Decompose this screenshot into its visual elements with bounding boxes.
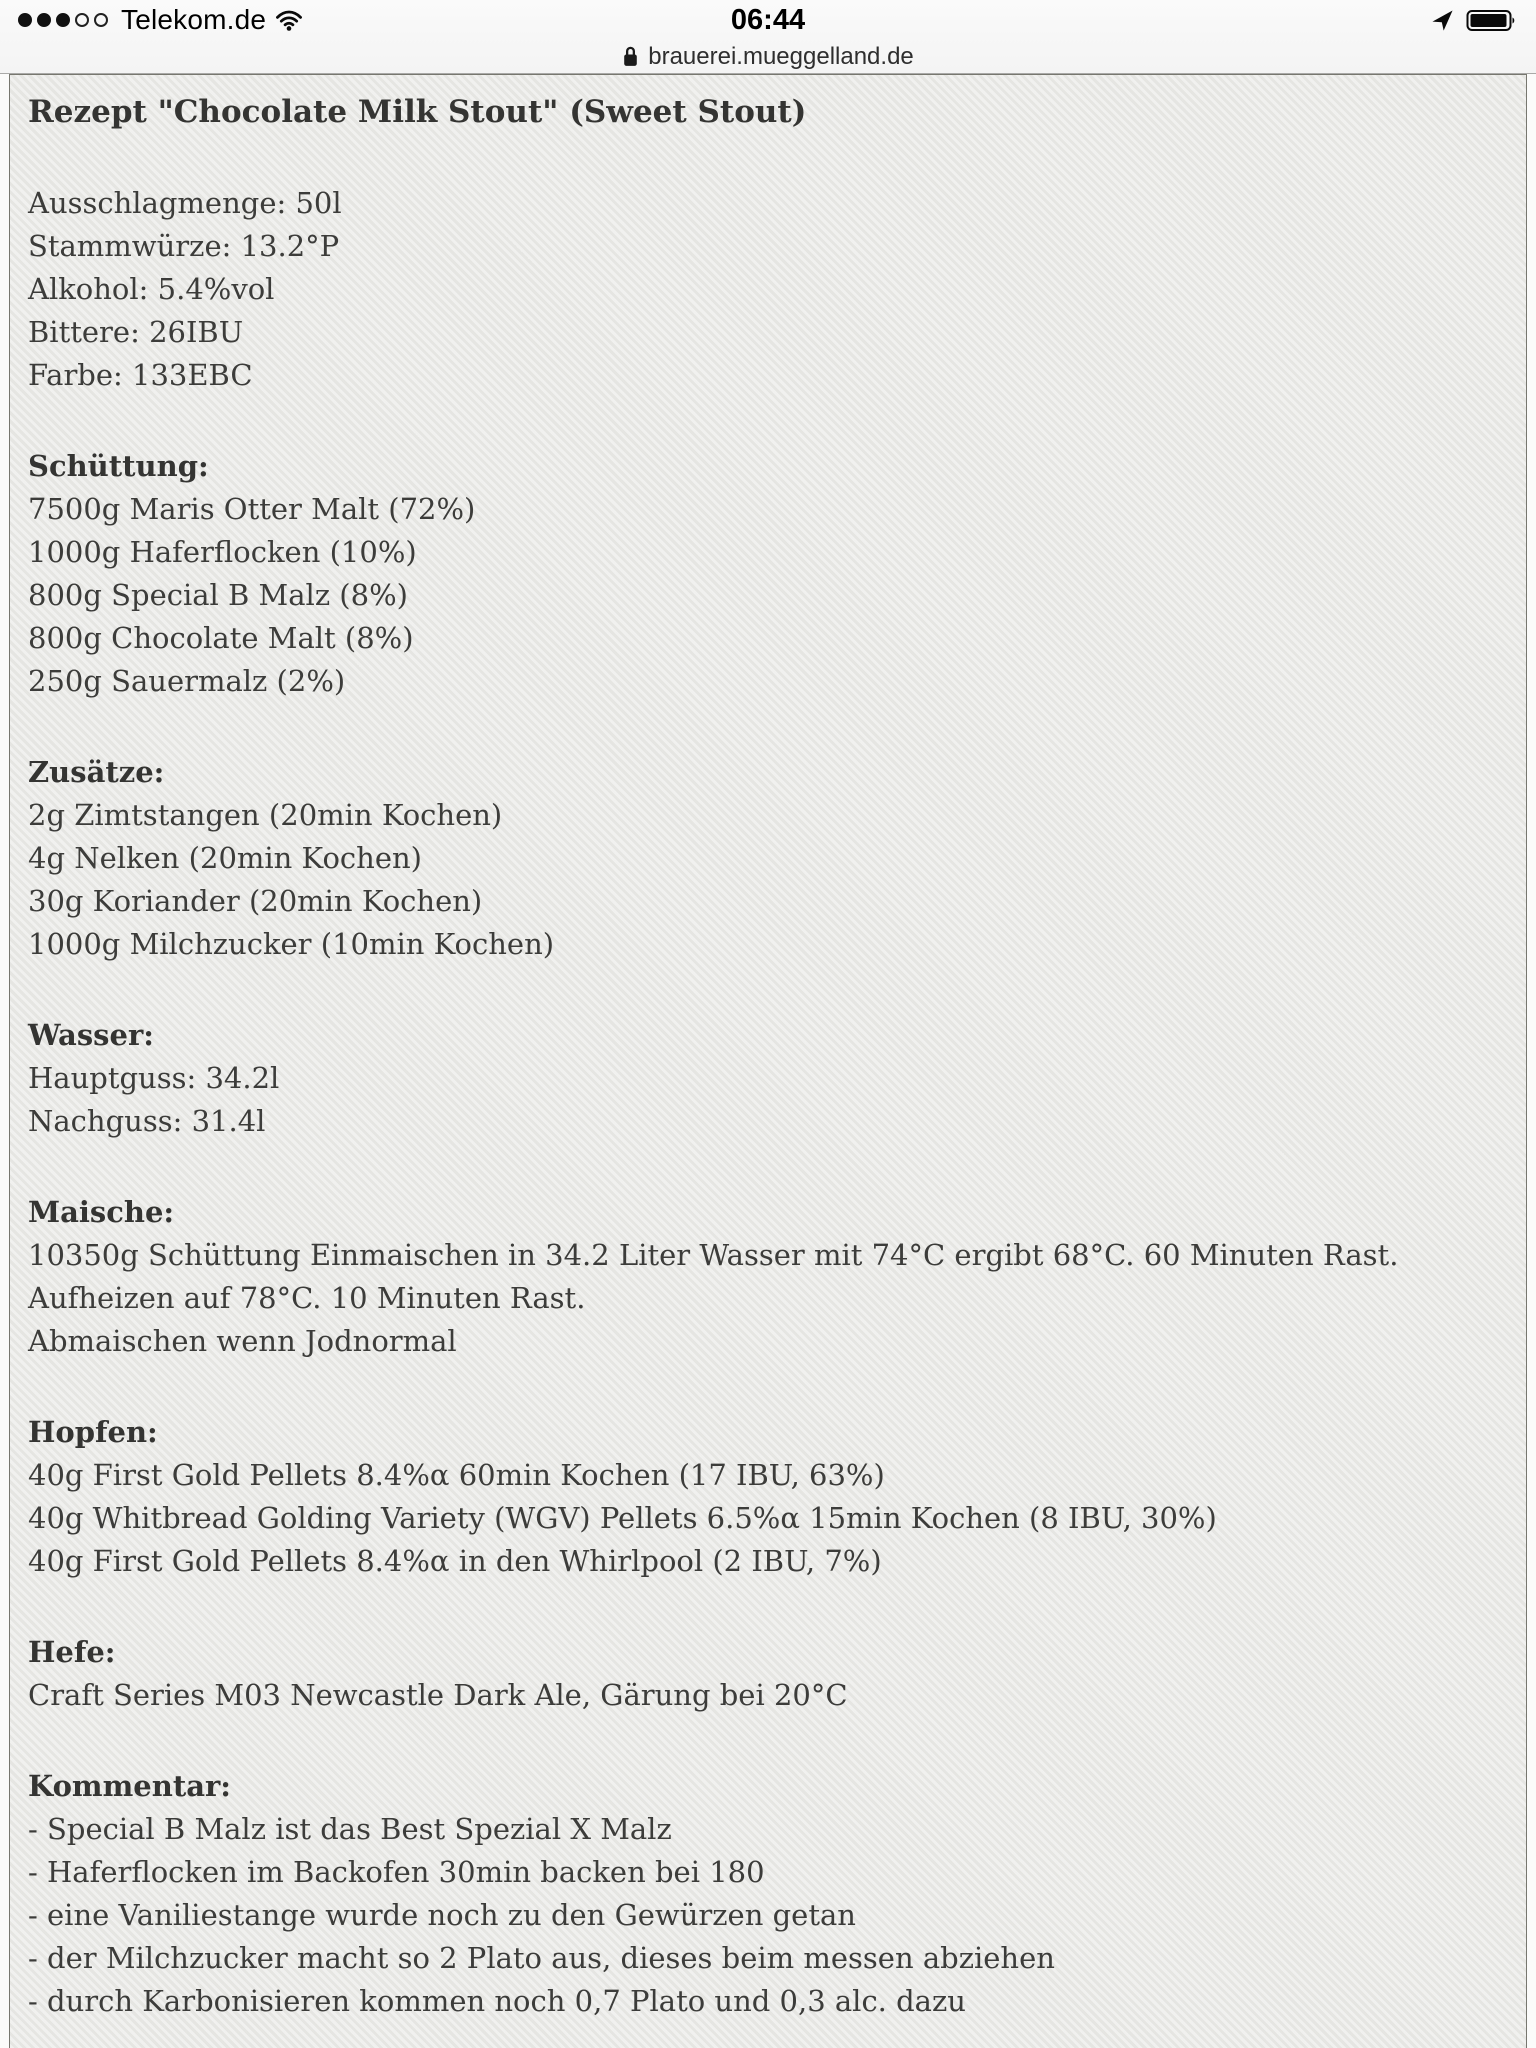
browser-viewport bbox=[0, 74, 1536, 2048]
recipe-line: Farbe: 133EBC bbox=[28, 358, 253, 392]
recipe-line: - eine Vaniliestange wurde noch zu den Gewürzen getan bbox=[28, 1898, 856, 1932]
section-heading: Maische: bbox=[28, 1195, 175, 1229]
location-arrow-icon bbox=[1431, 9, 1454, 32]
page-title: Rezept "Chocolate Milk Stout" (Sweet Stout) bbox=[28, 94, 807, 130]
recipe-line: Craft Series M03 Newcastle Dark Ale, Gärung bei 20°C bbox=[28, 1678, 848, 1712]
safari-chrome bbox=[0, 0, 1536, 74]
recipe-section bbox=[28, 1014, 1506, 1143]
clock: 06:44 bbox=[730, 3, 806, 36]
recipe-line: 1000g Milchzucker (10min Kochen) bbox=[28, 927, 555, 961]
recipe-line: 800g Special B Malz (8%) bbox=[28, 578, 408, 612]
recipe-line: Abmaischen wenn Jodnormal bbox=[28, 1324, 457, 1358]
recipe-line: Hauptguss: 34.2l bbox=[28, 1061, 280, 1095]
recipe-line: 30g Koriander (20min Kochen) bbox=[28, 884, 483, 918]
recipe-line: 1000g Haferflocken (10%) bbox=[28, 535, 417, 569]
recipe-section bbox=[28, 1411, 1506, 1583]
recipe-line: 250g Sauermalz (2%) bbox=[28, 664, 346, 698]
carrier-label: Telekom.de bbox=[121, 4, 267, 35]
recipe-line: Alkohol: 5.4%vol bbox=[28, 272, 275, 306]
recipe-line: 10350g Schüttung Einmaischen in 34.2 Liter Wasser mit 74°C ergibt 68°C. 60 Minuten Rast. bbox=[28, 1238, 1399, 1272]
recipe-line: 40g Whitbread Golding Variety (WGV) Pellets 6.5%α 15min Kochen (8 IBU, 30%) bbox=[28, 1501, 1217, 1535]
status-bar bbox=[0, 0, 1536, 40]
recipe-page bbox=[9, 74, 1527, 2048]
section-heading: Schüttung: bbox=[28, 449, 209, 483]
section-heading: Wasser: bbox=[28, 1018, 154, 1052]
recipe-sections bbox=[28, 182, 1506, 2023]
recipe-line: Aufheizen auf 78°C. 10 Minuten Rast. bbox=[28, 1281, 586, 1315]
battery-icon bbox=[1466, 8, 1518, 33]
recipe-line: Ausschlagmenge: 50l bbox=[28, 186, 342, 220]
recipe-section bbox=[28, 1631, 1506, 1717]
recipe-line: 4g Nelken (20min Kochen) bbox=[28, 841, 422, 875]
section-heading: Zusätze: bbox=[28, 755, 165, 789]
recipe-section bbox=[28, 445, 1506, 703]
url-domain: brauerei.mueggelland.de bbox=[648, 42, 914, 70]
section-heading: Hefe: bbox=[28, 1635, 116, 1669]
recipe-line: Stammwürze: 13.2°P bbox=[28, 229, 340, 263]
recipe-line: 40g First Gold Pellets 8.4%α 60min Kochen (17 IBU, 63%) bbox=[28, 1458, 885, 1492]
recipe-line: 2g Zimtstangen (20min Kochen) bbox=[28, 798, 503, 832]
url-bar[interactable] bbox=[0, 40, 1536, 74]
lock-icon bbox=[622, 45, 639, 68]
recipe-line: Nachguss: 31.4l bbox=[28, 1104, 266, 1138]
section-heading: Hopfen: bbox=[28, 1415, 158, 1449]
recipe-section bbox=[28, 1191, 1506, 1363]
recipe-line: 7500g Maris Otter Malt (72%) bbox=[28, 492, 476, 526]
recipe-line: 40g First Gold Pellets 8.4%α in den Whirlpool (2 IBU, 7%) bbox=[28, 1544, 882, 1578]
recipe-line: - durch Karbonisieren kommen noch 0,7 Plato und 0,3 alc. dazu bbox=[28, 1984, 966, 2018]
recipe-line: Bittere: 26IBU bbox=[28, 315, 244, 349]
recipe-section bbox=[28, 182, 1506, 397]
recipe-line: 800g Chocolate Malt (8%) bbox=[28, 621, 414, 655]
status-right bbox=[1431, 8, 1518, 33]
recipe-section bbox=[28, 1765, 1506, 2023]
recipe-line: - Haferflocken im Backofen 30min backen bei 180 bbox=[28, 1855, 765, 1889]
recipe-line: - der Milchzucker macht so 2 Plato aus, dieses beim messen abziehen bbox=[28, 1941, 1055, 1975]
recipe-line: - Special B Malz ist das Best Spezial X Malz bbox=[28, 1812, 672, 1846]
section-heading: Kommentar: bbox=[28, 1769, 231, 1803]
recipe-section bbox=[28, 751, 1506, 966]
